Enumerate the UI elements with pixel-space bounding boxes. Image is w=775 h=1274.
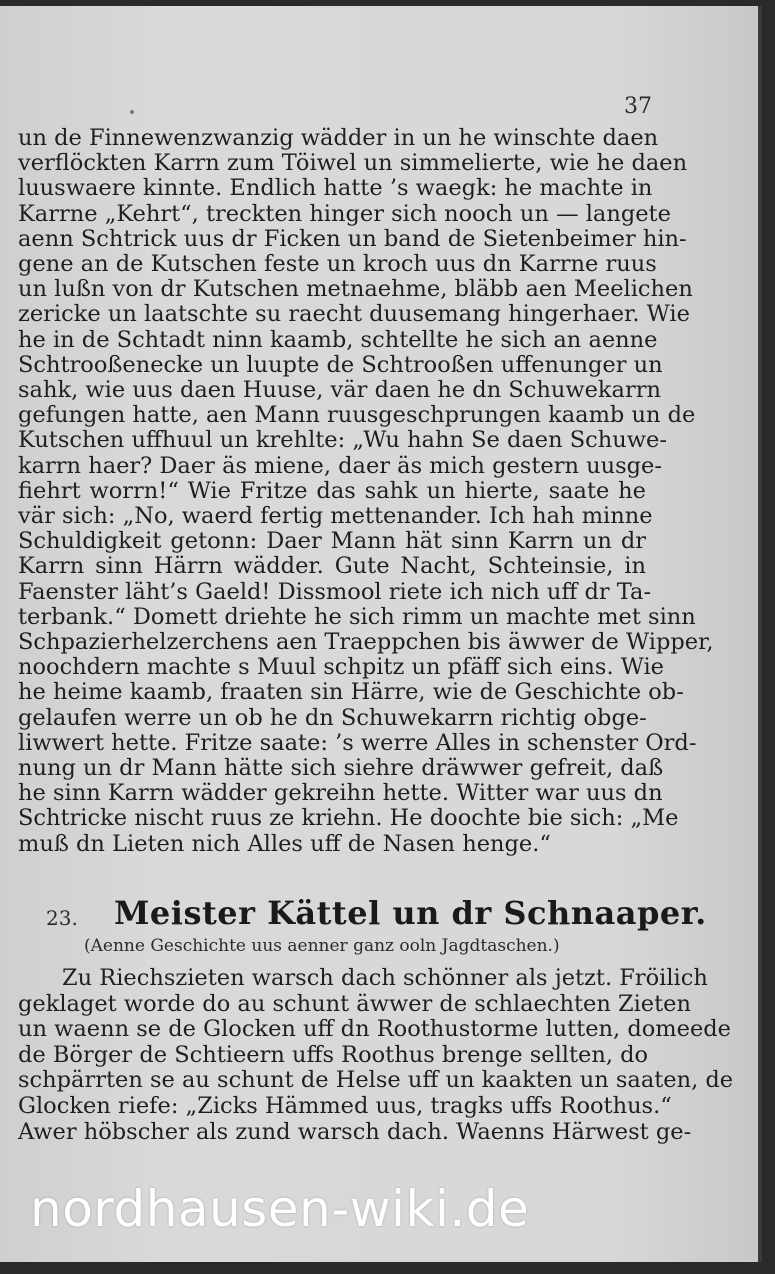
section-subtitle: (Aenne Geschichte uus aenner ganz ooln Jagdtaschen.) xyxy=(84,936,560,956)
text-line: Schtrooßenecke un luupte de Schtrooßen uffenunger un xyxy=(18,351,663,378)
text-line: muß dn Lieten nich Alles uff de Nasen henge.“ xyxy=(18,830,551,857)
text-line: Awer höbscher als zund warsch dach. Waenns Härwest ge- xyxy=(18,1118,692,1145)
text-line: he heime kaamb, fraaten sin Härre, wie de Geschichte ob- xyxy=(18,679,684,706)
text-line: karrn haer? Daer äs miene, daer äs mich gestern uusge- xyxy=(18,452,662,479)
text-line: gelaufen werre un ob he dn Schuwekarrn richtig obge- xyxy=(18,704,647,731)
text-line: terbank.“ Domett driehte he sich rimm un machte met sinn xyxy=(18,603,696,630)
text-line: un waenn se de Glocken uff dn Roothustorme lutten, domeede xyxy=(18,1016,731,1043)
text-line: luuswaere kinnte. Endlich hatte ’s waegk: he machte in xyxy=(18,175,653,202)
text-line: Zu Riechszieten warsch dach schönner als jetzt. Fröilich xyxy=(62,965,708,991)
section-title: Meister Kättel un dr Schnaaper. xyxy=(114,894,707,932)
book-page xyxy=(0,6,762,1262)
watermark-text: nordhausen-wiki.de xyxy=(30,1180,530,1238)
text-line: Schpazierhelzerchens aen Traeppchen bis äwwer de Wipper, xyxy=(18,629,714,656)
section-heading xyxy=(46,894,707,938)
text-line: gene an de Kutschen feste un kroch uus dn Karrne ruus xyxy=(18,251,657,278)
text-line: vär sich: „No, waerd fertig mettenander. Ich hah minne xyxy=(18,503,653,530)
text-line: Karrn sinn Härrn wädder. Gute Nacht, Schteinsie, in xyxy=(18,553,646,580)
text-line: liwwert hette. Fritze saate: ’s werre Alles in schenster Ord- xyxy=(18,729,697,756)
text-line: fiehrt worrn!“ Wie Fritze das sahk un hierte, saate he xyxy=(18,477,646,504)
text-line: Karrne „Kehrt“, treckten hinger sich nooch un — langete xyxy=(18,200,671,227)
text-line: Schtricke nischt ruus ze kriehn. He doochte bie sich: „Me xyxy=(18,805,679,832)
text-line: Faenster läht’s Gaeld! Dissmool riete ich nich uff dr Ta- xyxy=(18,578,652,605)
text-line: he sinn Karrn wädder gekreihn hette. Witter war uus dn xyxy=(18,780,663,807)
section-text-block xyxy=(18,965,734,1145)
text-line: aenn Schtrick uus dr Ficken un band de Sietenbeimer hin- xyxy=(18,225,687,252)
page-number: 37 xyxy=(624,94,652,119)
text-line: schpärrten se au schunt de Helse uff un kaakten un saaten, de xyxy=(18,1067,734,1094)
text-line: verflöckten Karrn zum Töiwel un simmelierte, wie he daen xyxy=(18,150,688,177)
text-line: geklaget worde do au schunt äwwer de schlaechten Zieten xyxy=(18,990,691,1017)
main-text-block xyxy=(18,125,714,857)
text-line: un de Finnewenzwanzig wädder in un he winschte daen xyxy=(18,125,659,151)
text-line: gefungen hatte, aen Mann ruusgeschprungen kaamb un de xyxy=(18,402,696,429)
text-line: nung un dr Mann hätte sich siehre dräwwer gefreit, daß xyxy=(18,755,664,782)
text-line: Kutschen uffhuul un krehlte: „Wu hahn Se daen Schuwe- xyxy=(18,427,667,454)
text-line: noochdern machte s Muul schpitz un pfäff sich eins. Wie xyxy=(18,654,664,681)
speck-mark xyxy=(130,110,134,114)
text-line: de Börger de Schtieern uffs Roothus brenge sellten, do xyxy=(18,1041,649,1068)
text-line: Schuldigkeit getonn: Daer Mann hät sinn Karrn un dr xyxy=(18,528,646,555)
text-line: un lußn von dr Kutschen metnaehme, bläbb aen Meelichen xyxy=(18,276,693,303)
text-line: Glocken riefe: „Zicks Hämmed uus, tragks uffs Roothus.“ xyxy=(18,1092,672,1119)
text-line: zericke un laatschte su raecht duusemang hingerhaer. Wie xyxy=(18,301,690,328)
text-line: he in de Schtadt ninn kaamb, schtellte he sich an aenne xyxy=(18,326,658,353)
text-line: sahk, wie uus daen Huuse, vär daen he dn Schuwekarrn xyxy=(18,377,661,404)
section-number: 23. xyxy=(46,906,78,930)
